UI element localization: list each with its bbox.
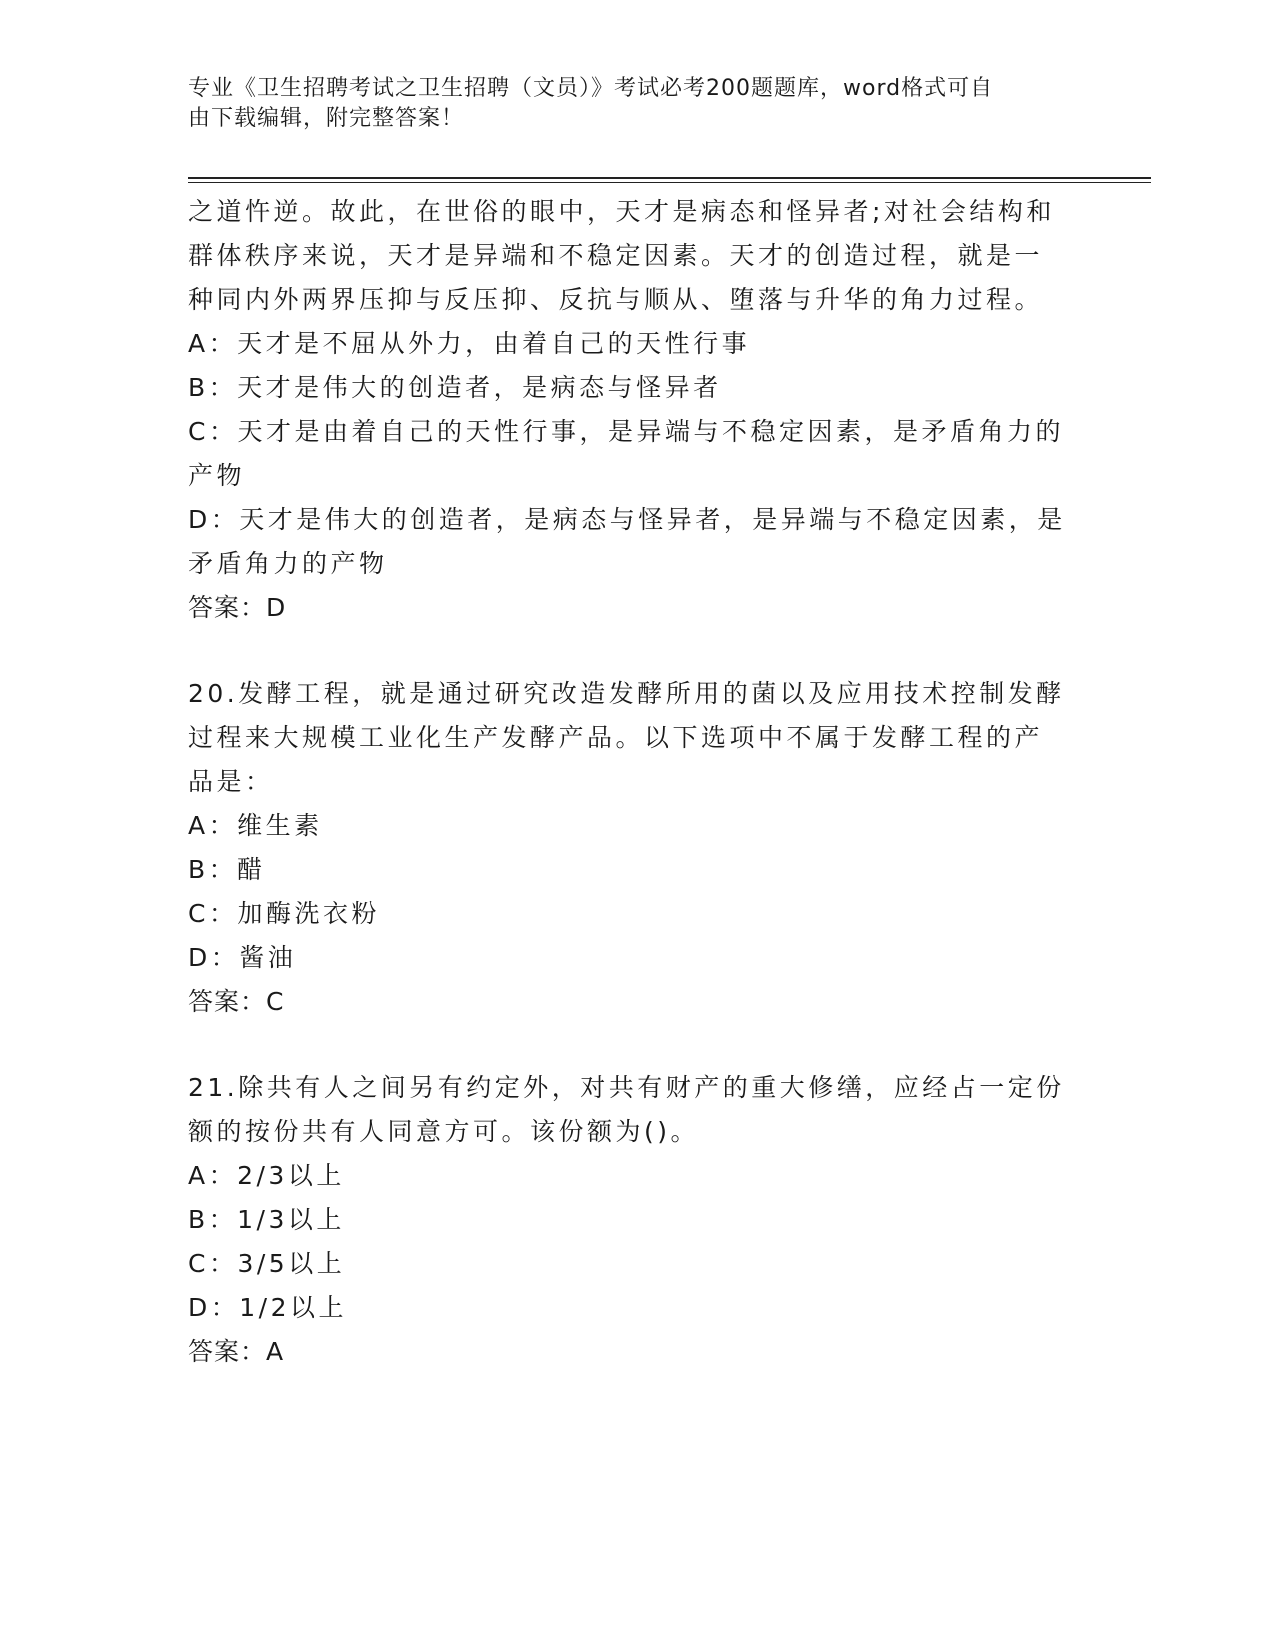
option-d: D：酱油 [188, 943, 297, 972]
answer-line: 答案：D [188, 593, 287, 622]
option-c-continued: 产物 [188, 461, 246, 490]
option-a: A：维生素 [188, 811, 323, 840]
option-d-continued: 矛盾角力的产物 [188, 549, 388, 578]
option-a: A：2/3以上 [188, 1161, 345, 1190]
option-d: D：天才是伟大的创造者，是病态与怪异者，是异端与不稳定因素，是 [188, 505, 1066, 534]
question-21 [188, 1066, 1088, 1374]
option-b: B：天才是伟大的创造者，是病态与怪异者 [188, 373, 722, 402]
question-text-line: 之道忤逆。故此，在世俗的眼中，天才是病态和怪异者;对社会结构和 [188, 197, 1055, 226]
option-a: A：天才是不屈从外力，由着自己的天性行事 [188, 329, 751, 358]
option-b: B：醋 [188, 855, 266, 884]
option-d: D：1/2以上 [188, 1293, 347, 1322]
spacer [188, 630, 1088, 672]
option-b: B：1/3以上 [188, 1205, 345, 1234]
document-body [188, 190, 1088, 1374]
option-c: C：天才是由着自己的天性行事，是异端与不稳定因素，是矛盾角力的 [188, 417, 1064, 446]
question-20 [188, 672, 1088, 1024]
question-text-line: 20.发酵工程，就是通过研究改造发酵所用的菌以及应用技术控制发酵 [188, 679, 1065, 708]
question-text-line: 种同内外两界压抑与反压抑、反抗与顺从、堕落与升华的角力过程。 [188, 285, 1044, 314]
answer-line: 答案：A [188, 1337, 285, 1366]
question-text-line: 额的按份共有人同意方可。该份额为()。 [188, 1117, 700, 1146]
spacer [188, 1024, 1088, 1066]
page-header [188, 74, 1088, 134]
question-text-line: 群体秩序来说，天才是异端和不稳定因素。天才的创造过程，就是一 [188, 241, 1044, 270]
question-text-line: 过程来大规模工业化生产发酵产品。以下选项中不属于发酵工程的产 [188, 723, 1044, 752]
question-text-line: 21.除共有人之间另有约定外，对共有财产的重大修缮，应经占一定份 [188, 1073, 1065, 1102]
question-text-line: 品是： [188, 767, 274, 796]
header-line-2: 由下载编辑，附完整答案！ [188, 106, 465, 131]
header-divider [188, 177, 1151, 183]
answer-line: 答案：C [188, 987, 285, 1016]
option-c: C：3/5以上 [188, 1249, 346, 1278]
header-line-1: 专业《卫生招聘考试之卫生招聘（文员）》考试必考200题题库，word格式可自 [188, 76, 994, 101]
question-19-continued [188, 190, 1088, 630]
option-c: C：加酶洗衣粉 [188, 899, 380, 928]
